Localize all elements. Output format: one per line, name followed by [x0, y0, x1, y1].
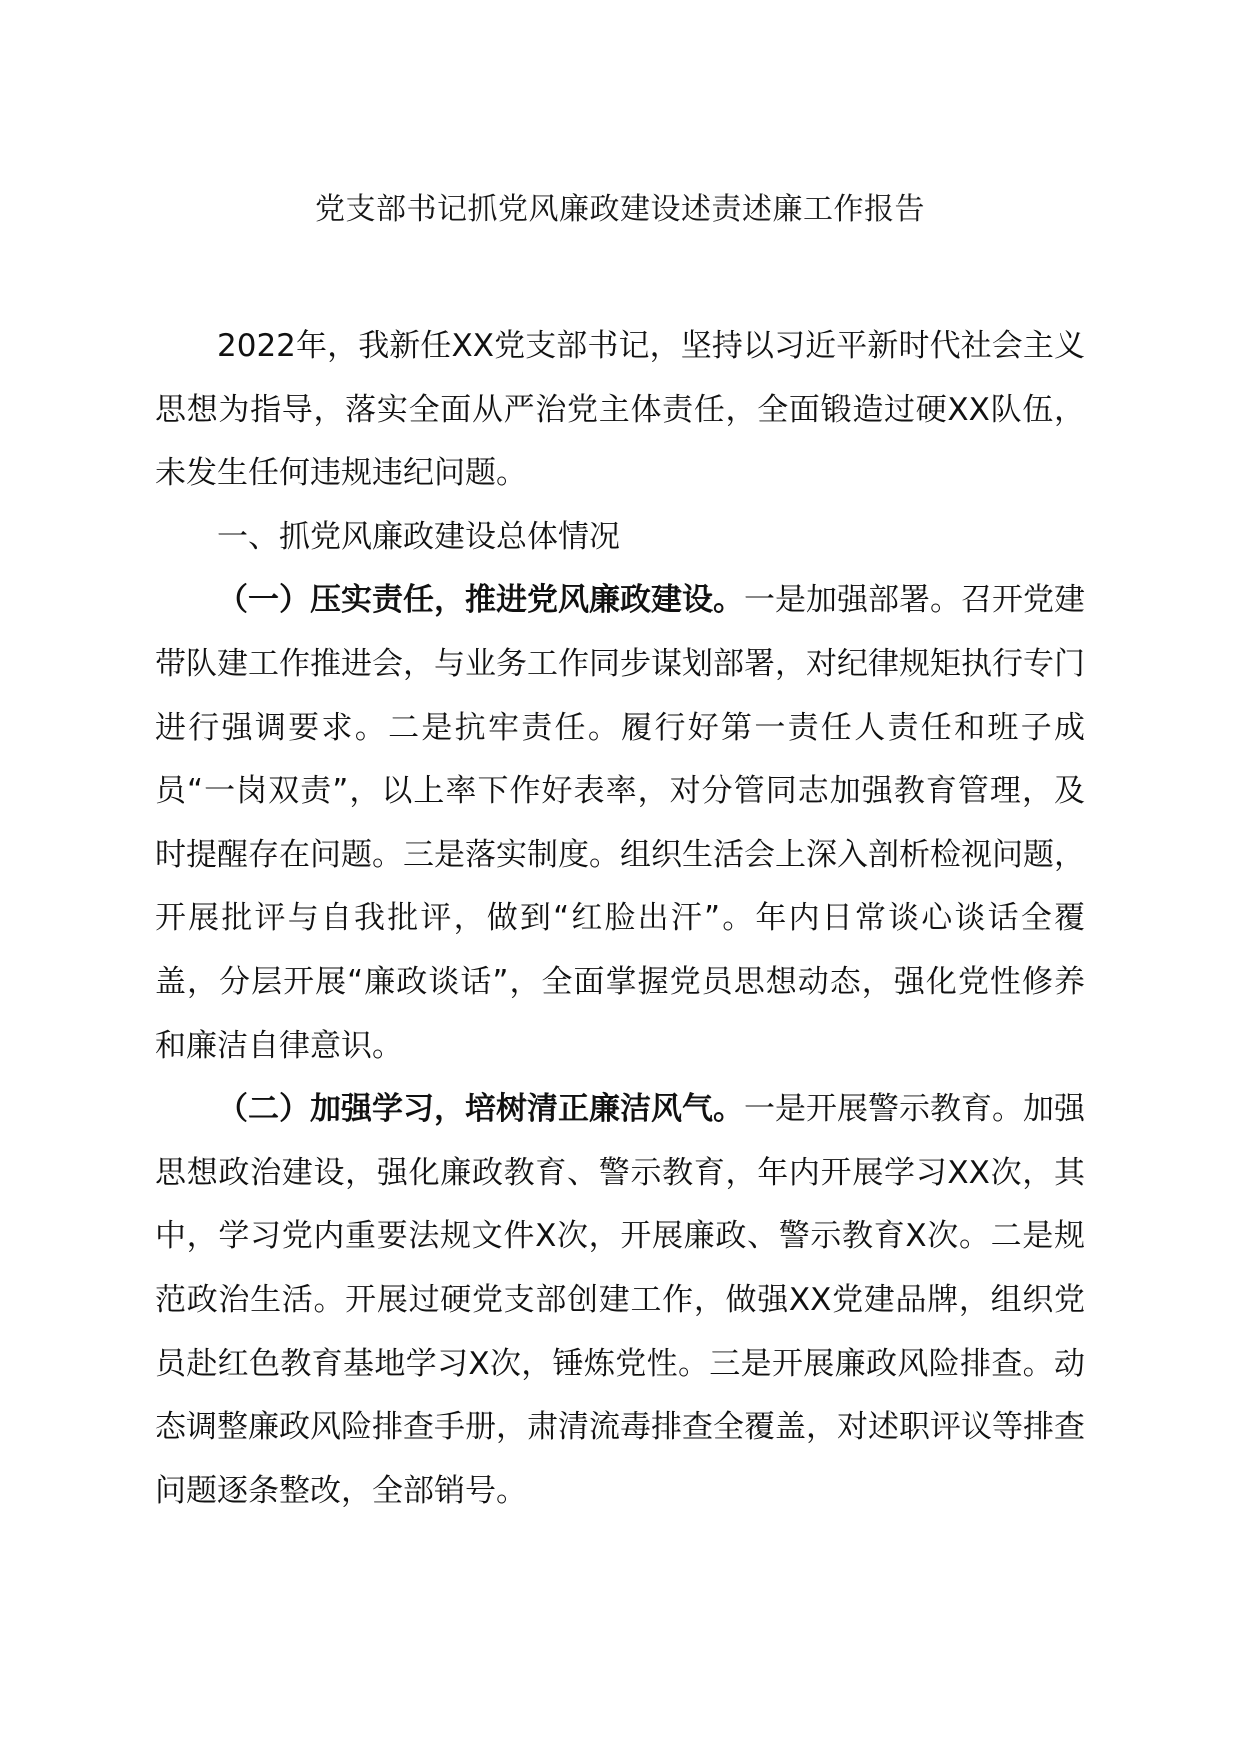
intro-paragraph: 2022年，我新任XX党支部书记，坚持以习近平新时代社会主义思想为指导，落实全面从严治党主体责任，全面锻造过硬XX队伍，未发生任何违规违纪问题。 [155, 328, 1085, 492]
section-one-heading: 一、抓党风廉政建设总体情况 [217, 518, 620, 555]
document-title: 党支部书记抓党风廉政建设述责述廉工作报告 [315, 192, 925, 227]
item-one-lead: （一）压实责任，推进党风廉政建设。 [217, 582, 744, 619]
item-one-text: 一是加强部署。召开党建带队建工作推进会，与业务工作同步谋划部署，对纪律规矩执行专门进行强调要求。二是抗牢责任。履行好第一责任人责任和班子成员“一岗双责”，以上率下作好表率，对分管同志加强教育管理，及时提醒存在问题。三是落实制度。组织生活会上深入剖析检视问题，开展批评与自我批评，做到“红脸出汗”。年内日常谈心谈话全覆盖，分层开展“廉政谈话”，全面掌握党员思想动态，强化党性修养和廉洁自律意识。 [155, 582, 1085, 1064]
item-two-lead: （二）加强学习，培树清正廉洁风气。 [217, 1091, 744, 1128]
item-two-text: 一是开展警示教育。加强思想政治建设，强化廉政教育、警示教育，年内开展学习XX次，其中，学习党内重要法规文件X次，开展廉政、警示教育X次。二是规范政治生活。开展过硬党支部创建工作，做强XX党建品牌，组织党员赴红色教育基地学习X次，锤炼党性。三是开展廉政风险排查。动态调整廉政风险排查手册，肃清流毒排查全覆盖，对述职评议等排查问题逐条整改，全部销号。 [155, 1091, 1085, 1509]
item-one-paragraph [155, 569, 1085, 1078]
document-body [155, 315, 1085, 1523]
item-two-paragraph [155, 1078, 1085, 1523]
